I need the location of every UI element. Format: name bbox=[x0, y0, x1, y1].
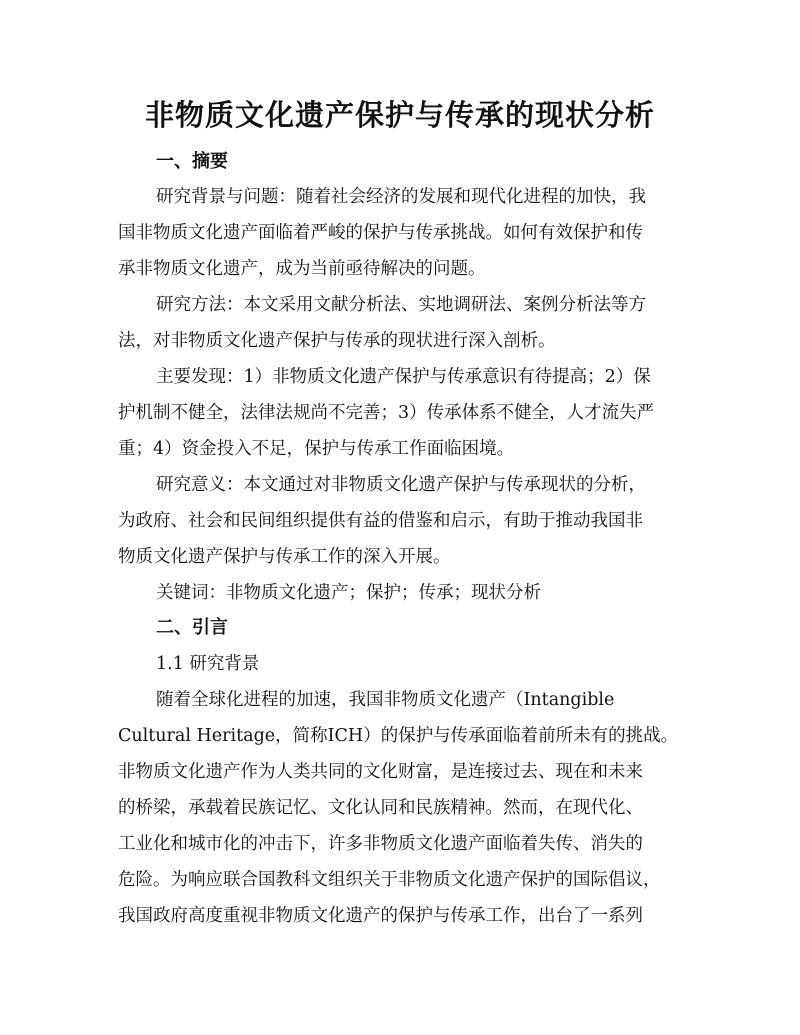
abstract-line: 护机制不健全，法律法规尚不完善；3）传承体系不健全，人才流失严 bbox=[118, 403, 655, 423]
intro-line: Cultural Heritage，简称ICH）的保护与传承面临着前所未有的挑战。 bbox=[118, 726, 679, 746]
abstract-line: 主要发现：1）非物质文化遗产保护与传承意识有待提高；2）保 bbox=[156, 367, 651, 387]
abstract-line: 研究背景与问题：随着社会经济的发展和现代化进程的加快，我 bbox=[156, 187, 646, 207]
subsection-heading: 1.1 研究背景 bbox=[156, 654, 260, 674]
section-heading-intro: 二、引言 bbox=[156, 617, 228, 638]
section-heading-abstract: 一、摘要 bbox=[156, 151, 228, 172]
abstract-line: 研究方法：本文采用文献分析法、实地调研法、案例分析法等方 bbox=[156, 295, 646, 315]
page-title: 非物质文化遗产保护与传承的现状分析 bbox=[144, 98, 655, 132]
abstract-line: 研究意义：本文通过对非物质文化遗产保护与传承现状的分析， bbox=[156, 475, 646, 495]
abstract-line: 法，对非物质文化遗产保护与传承的现状进行深入剖析。 bbox=[118, 331, 556, 351]
abstract-line: 物质文化遗产保护与传承工作的深入开展。 bbox=[118, 547, 451, 567]
intro-line: 随着全球化进程的加速，我国非物质文化遗产（Intangible bbox=[156, 690, 615, 710]
intro-line: 工业化和城市化的冲击下，许多非物质文化遗产面临着失传、消失的 bbox=[118, 834, 643, 854]
abstract-line: 重；4）资金投入不足，保护与传承工作面临困境。 bbox=[118, 439, 515, 459]
abstract-line: 国非物质文化遗产面临着严峻的保护与传承挑战。如何有效保护和传 bbox=[118, 223, 643, 243]
intro-line: 非物质文化遗产作为人类共同的文化财富，是连接过去、现在和未来 bbox=[118, 762, 643, 782]
keywords-line: 关键词：非物质文化遗产；保护；传承；现状分析 bbox=[156, 583, 541, 603]
intro-line: 危险。为响应联合国教科文组织关于非物质文化遗产保护的国际倡议， bbox=[118, 870, 661, 890]
abstract-line: 为政府、社会和民间组织提供有益的借鉴和启示，有助于推动我国非 bbox=[118, 511, 643, 531]
intro-line: 我国政府高度重视非物质文化遗产的保护与传承工作，出台了一系列 bbox=[118, 906, 643, 926]
abstract-line: 承非物质文化遗产，成为当前亟待解决的问题。 bbox=[118, 259, 486, 279]
intro-line: 的桥梁，承载着民族记忆、文化认同和民族精神。然而，在现代化、 bbox=[118, 798, 643, 818]
